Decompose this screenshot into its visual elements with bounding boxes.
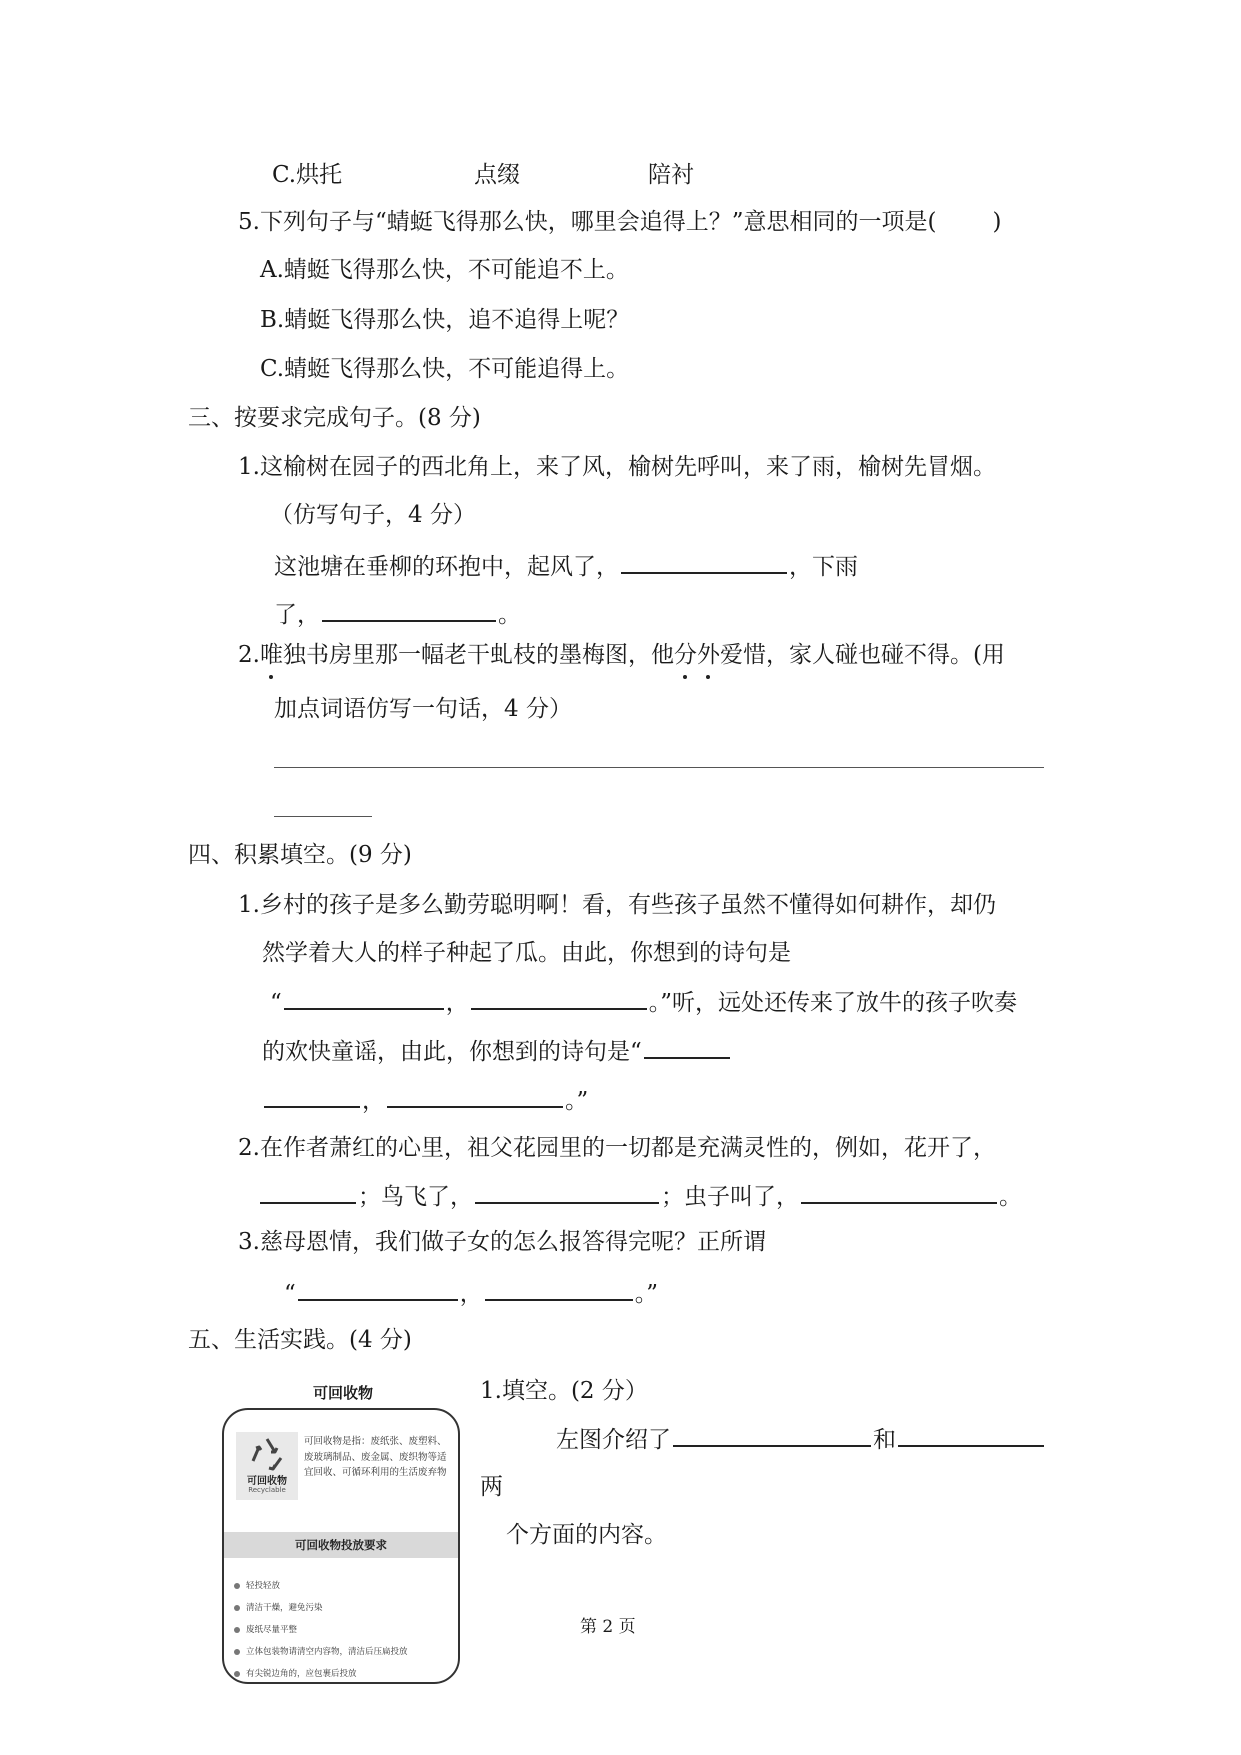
list-item: 有尖锐边角的，应包裹后投放 (234, 1663, 458, 1684)
disposal-requirements-header: 可回收物投放要求 (224, 1532, 458, 1558)
list-item: 轻投轻放 (234, 1575, 458, 1597)
question-5-stem: 5.下列句子与“蜻蜓飞得那么快，哪里会追得上？”意思相同的一项是( ) (238, 209, 1002, 235)
logo-label-en: Recyclable (248, 1486, 286, 1494)
question-5-option-c: C.蜻蜓飞得那么快，不可能追得上。 (260, 356, 630, 382)
answer-blank[interactable] (471, 986, 647, 1010)
recyclables-card (222, 1408, 460, 1684)
answer-line[interactable] (274, 767, 1044, 768)
s4-q3-line2: “ ， 。” (284, 1277, 658, 1309)
s4-q3-line1: 3.慈母恩情，我们做子女的怎么报答得完呢？正所谓 (238, 1229, 766, 1255)
answer-blank[interactable] (260, 1180, 356, 1204)
section-5-title: 五、生活实践。(4 分) (188, 1327, 412, 1353)
section-3-title: 三、按要求完成句子。(8 分) (188, 405, 481, 431)
recyclables-definition: 可回收物是指：废纸张、废塑料、废玻璃制品、废金属、废织物等适宜回收、可循环利用的生活废弃物 (304, 1436, 447, 1478)
option-c-label: C.烘托 (272, 162, 343, 188)
answer-blank[interactable] (898, 1423, 1044, 1447)
answer-blank[interactable] (801, 1180, 997, 1204)
s4-q1-line3: “ ， 。”听，远处还传来了放牛的孩子吹奏 (270, 986, 1017, 1018)
answer-blank[interactable] (644, 1035, 730, 1059)
s4-q2-line2: ；鸟飞了， ；虫子叫了， 。 (258, 1180, 1022, 1212)
s4-q1-line1: 1.乡村的孩子是多么勤劳聪明啊！看，有些孩子虽然不懂得如何耕作，却仍 (238, 892, 996, 918)
section-4-title: 四、积累填空。(9 分) (188, 842, 412, 868)
s5-q1-line3: 个方面的内容。 (506, 1522, 667, 1548)
disposal-rules-list (234, 1575, 458, 1684)
list-item: 清洁干燥，避免污染 (234, 1597, 458, 1619)
s3-q1-fill-row1: 这池塘在垂柳的环抱中，起风了， ，下雨 (274, 550, 858, 582)
emphasis-dot-char: 外 (696, 642, 720, 668)
s3-q1-line2: （仿写句子，4 分） (270, 502, 476, 528)
answer-blank[interactable] (475, 1180, 659, 1204)
answer-blank[interactable] (485, 1277, 633, 1301)
recycle-card-title: 可回收物 (312, 1384, 373, 1402)
answer-blank[interactable] (673, 1423, 871, 1447)
recycle-logo (236, 1432, 298, 1500)
answer-blank[interactable] (264, 1084, 360, 1108)
answer-bracket-space[interactable] (938, 207, 990, 229)
emphasis-dot-char: 分 (673, 642, 697, 668)
option-c-word3: 陪衬 (648, 162, 694, 188)
s4-q1-line2: 然学着大人的样子种起了瓜。由此，你想到的诗句是 (262, 940, 791, 966)
emphasis-dot-char: 唯 (259, 642, 283, 668)
answer-blank[interactable] (284, 986, 444, 1010)
question-5-option-b: B.蜻蜓飞得那么快，追不追得上呢？ (260, 307, 630, 333)
answer-blank[interactable] (298, 1277, 458, 1301)
s4-q1-line4: 的欢快童谣，由此，你想到的诗句是“ (262, 1035, 732, 1067)
s3-q2-line2: 加点词语仿写一句话，4 分） (274, 696, 572, 722)
s4-q2-line1: 2.在作者萧红的心里，祖父花园里的一切都是充满灵性的，例如，花开了， (238, 1135, 996, 1161)
s5-q1-title: 1.填空。(2 分） (480, 1378, 648, 1404)
answer-blank[interactable] (387, 1084, 563, 1108)
answer-blank[interactable] (621, 550, 787, 574)
list-item: 废纸尽量平整 (234, 1619, 458, 1641)
s4-q1-line5: ， 。” (262, 1084, 588, 1116)
logo-label: 可回收物 (247, 1476, 287, 1487)
option-c-word2: 点缀 (474, 162, 520, 188)
answer-line-short[interactable] (274, 816, 372, 817)
list-item: 立体包装物请清空内容物，清洁后压扁投放 (234, 1641, 458, 1663)
s5-q1-line1: 左图介绍了 和 (556, 1423, 1046, 1455)
question-5-option-a: A.蜻蜓飞得那么快，不可能追不上。 (260, 257, 629, 283)
s3-q1-line1: 1.这榆树在园子的西北角上，来了风，榆树先呼叫，来了雨，榆树先冒烟。 (238, 454, 996, 480)
s3-q2-line1: 2.唯独书房里那一幅老干虬枝的墨梅图，他分外爱惜，家人碰也碰不得。(用 (238, 642, 1005, 668)
answer-blank[interactable] (322, 598, 496, 622)
s3-q1-fill-row2: 了， 。 (274, 598, 521, 630)
page-number: 第 2 页 (580, 1617, 636, 1637)
option-c-row (272, 160, 342, 190)
recycle-icon (248, 1436, 286, 1472)
s5-q1-line2: 两 (480, 1474, 503, 1500)
